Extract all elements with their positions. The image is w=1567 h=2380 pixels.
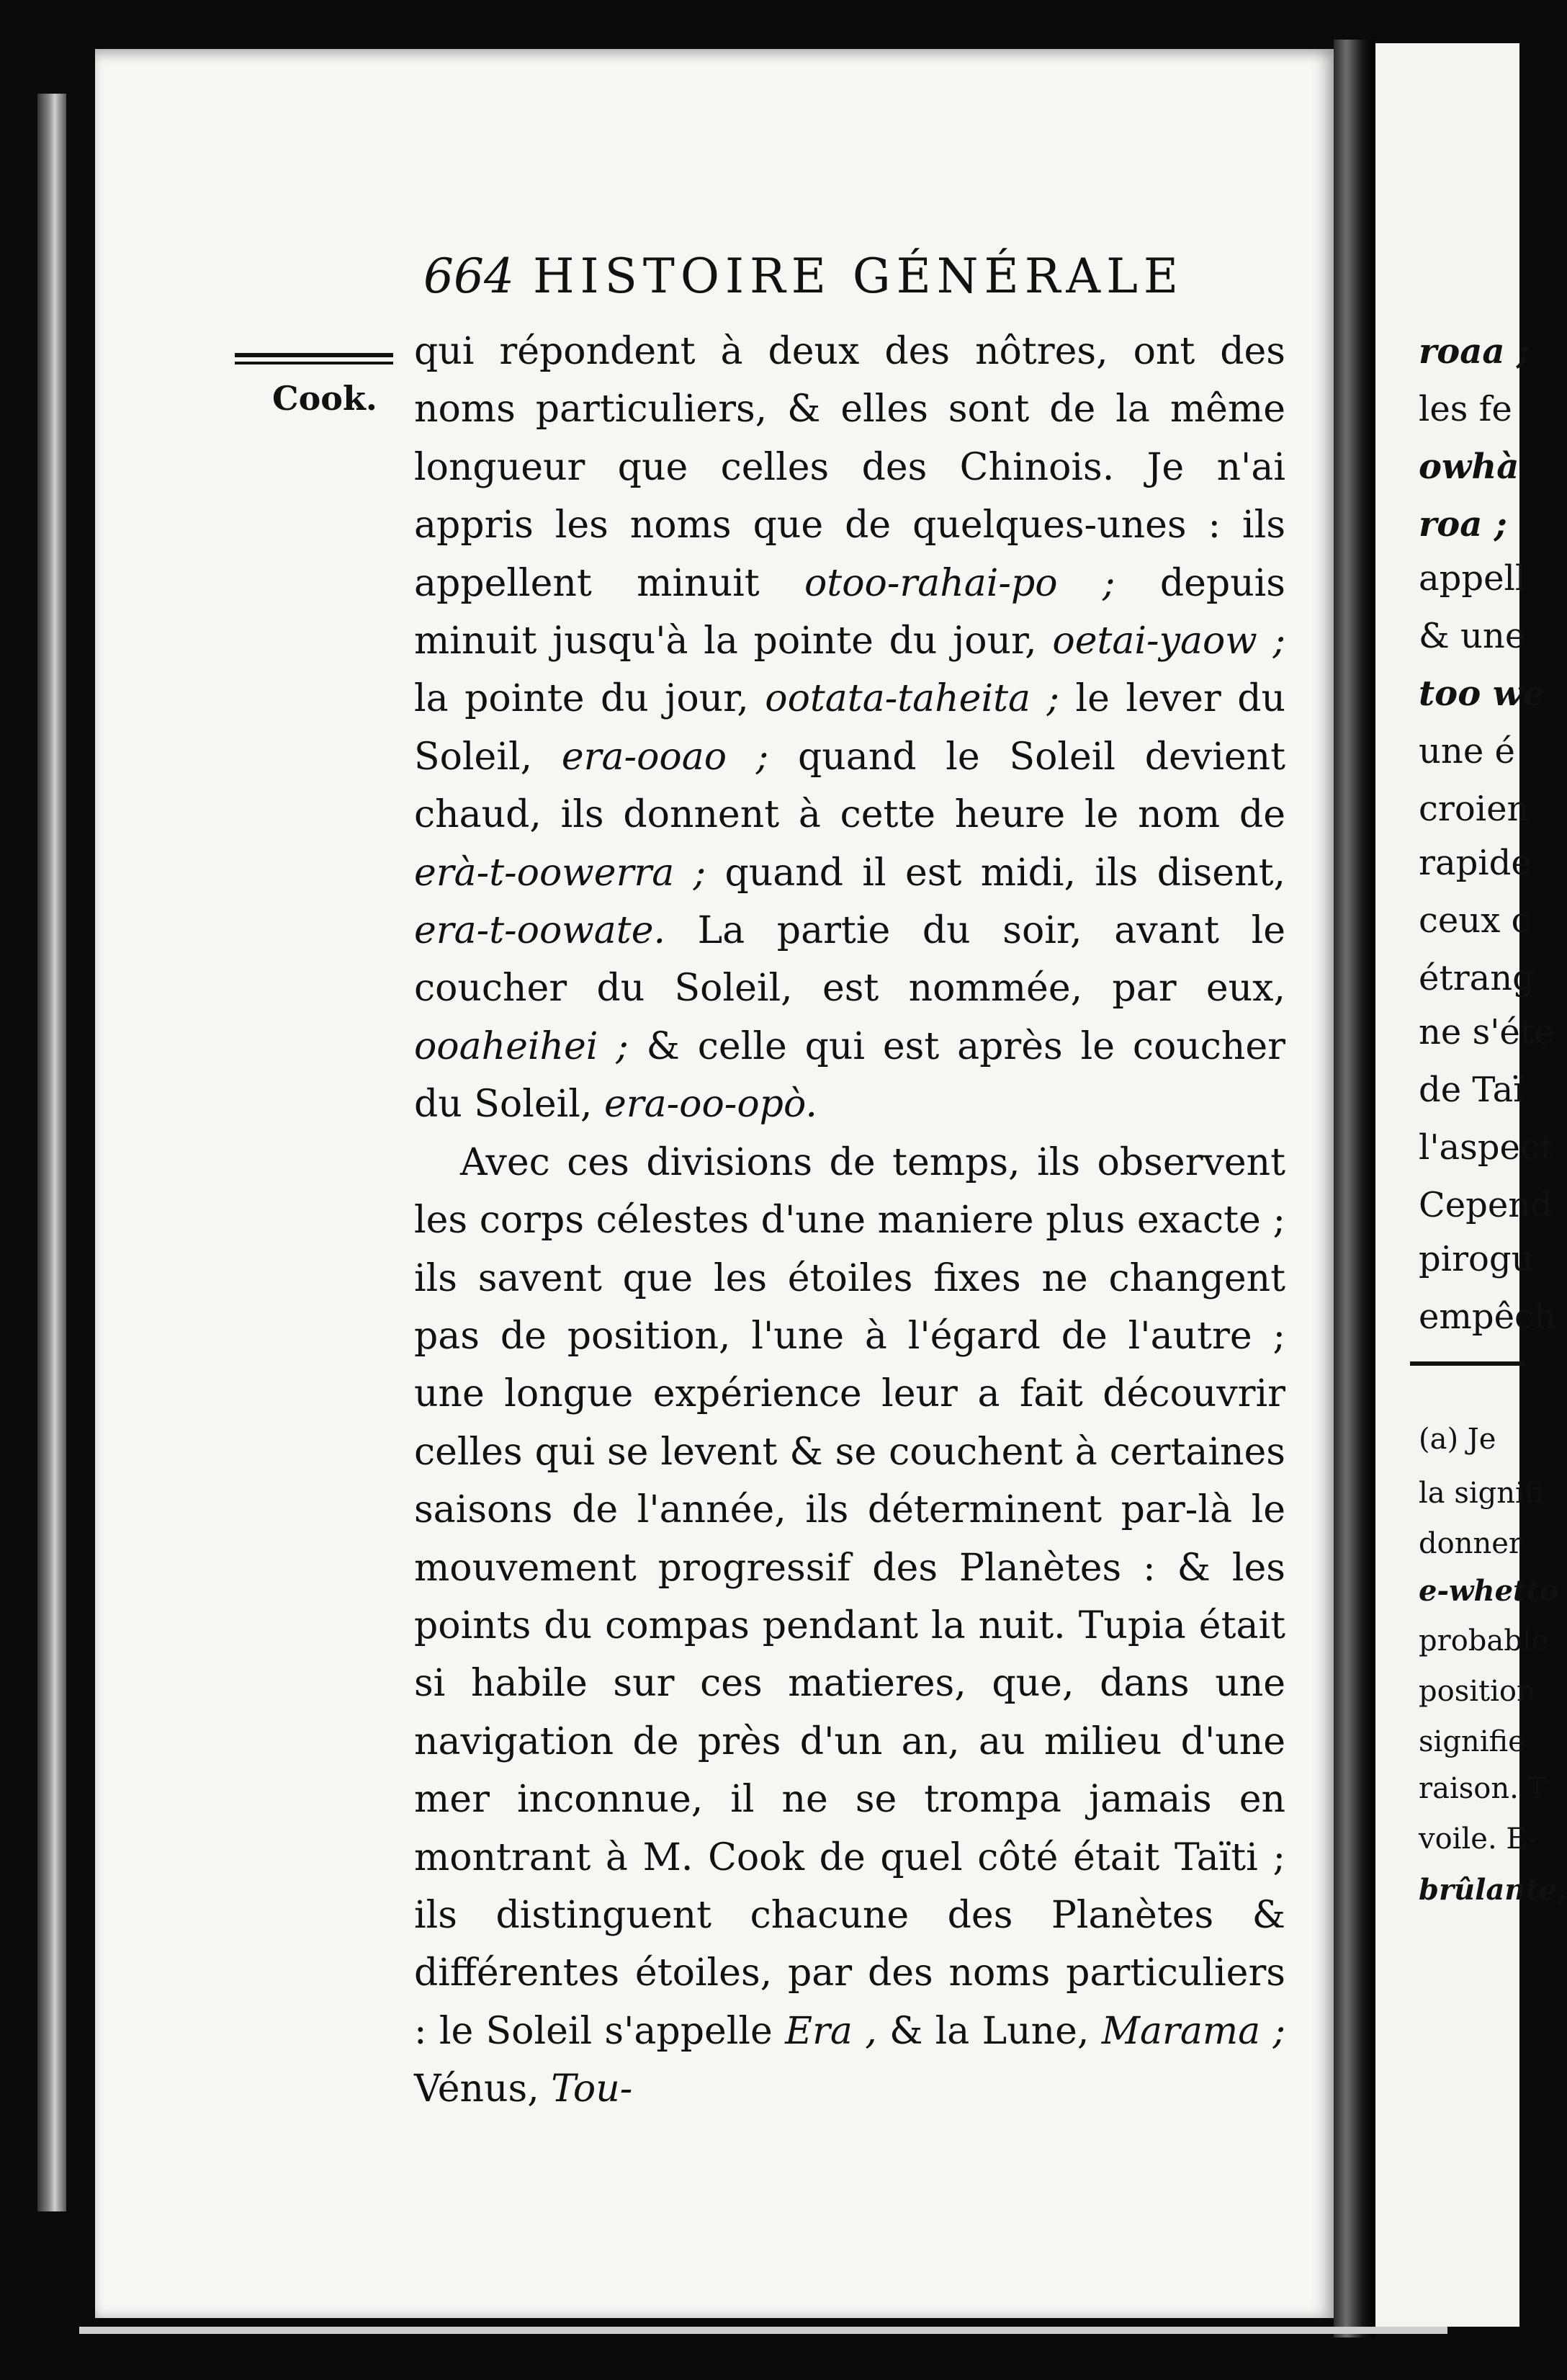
facing-page-footnote-rule xyxy=(1410,1361,1525,1366)
para1-text-run: la pointe du jour, xyxy=(414,677,765,721)
para1-text-run: le lever du Soleil, xyxy=(414,677,1285,779)
facing-page-footnote-line: signifie xyxy=(1419,1725,1525,1758)
facing-page-line: too we xyxy=(1419,674,1545,714)
para1-italic-term: era-ooao ; xyxy=(561,735,769,779)
para2-italic-term: Marama ; xyxy=(1101,2009,1285,2053)
para1-text-run: qui répondent à deux des nôtres, ont des noms particuliers, & elles sont de la même longueur que celles des Chinois. Je n'ai appris les noms que de quelques-unes : ils appellent minuit xyxy=(414,330,1285,605)
facing-page-line: empêch xyxy=(1419,1297,1556,1337)
facing-page-line: les fe xyxy=(1419,389,1512,429)
facing-page-line: une é xyxy=(1419,731,1515,771)
para1-italic-term: erà-t-oowerra ; xyxy=(414,851,706,895)
para1-text-run: La partie du soir, avant le coucher du Soleil, est nommée, par eux, xyxy=(414,909,1285,1011)
para1-italic-term: era-t-oowate. xyxy=(414,909,665,953)
facing-page-line: l'aspect xyxy=(1419,1127,1554,1168)
facing-page-line: rapide xyxy=(1419,843,1532,883)
facing-page-line: appell xyxy=(1419,558,1527,599)
page-bottom-edge xyxy=(79,2327,1447,2334)
para1-italic-term: oetai-yaow ; xyxy=(1052,619,1285,663)
facing-page xyxy=(1375,43,1567,2327)
facing-page-line: pirogu xyxy=(1419,1239,1534,1279)
facing-page-footnote-line: raison. T xyxy=(1419,1772,1548,1805)
facing-page-footnote-line: donner xyxy=(1419,1527,1523,1560)
para2-italic-term: Era , xyxy=(785,2009,877,2053)
binding-edge xyxy=(37,94,66,2211)
facing-page-line: croien xyxy=(1419,789,1530,829)
facing-page-line: roaa ; xyxy=(1419,331,1530,372)
page-number: 664 xyxy=(423,249,514,304)
facing-page-line: ne s'éte xyxy=(1419,1012,1555,1052)
facing-page-footnote-line: la signifi xyxy=(1419,1477,1544,1510)
para2-italic-term: Tou- xyxy=(551,2067,633,2111)
facing-page-line: de Taï xyxy=(1419,1070,1525,1110)
facing-page-footnote-line: brûlante, xyxy=(1419,1873,1567,1907)
para2-text-run: & la Lune, xyxy=(876,2009,1102,2053)
facing-page-line: ceux c xyxy=(1419,900,1531,941)
running-title: HISTOIRE GÉNÉRALE xyxy=(532,249,1185,304)
paragraph-2 xyxy=(414,1134,1285,2119)
facing-page-line: owhà xyxy=(1419,447,1519,487)
para2-text-run: Vénus, xyxy=(414,2067,552,2111)
facing-page-line: Cepend xyxy=(1419,1185,1553,1225)
body-text xyxy=(414,323,1285,2119)
facing-page-footnote-line: (a) Je xyxy=(1419,1423,1496,1456)
para2-text-run: Avec ces divisions de temps, ils observent les corps célestes d'une maniere plus exacte ; ils savent que les étoiles fixes ne changent pas de position, l'une à l'égard de l'autre ; une longue expérience leur a fait découvrir celles qui se levent & se couchent à certaines saisons de l'année, ils déterminent par-là le mouvement progressif des Planètes : & les points du compas pendant la nuit. Tupia était si habile sur ces matieres, que, dans une navigation de près d'un an, au milieu d'une mer inconnue, il ne se trompa jamais en montrant à M. Cook de quel côté était Taïti ; ils distinguent chacune des Planètes & différentes étoiles, par des noms particuliers : le Soleil s'appelle xyxy=(414,1140,1285,2053)
margin-note: Cook. xyxy=(272,379,377,418)
facing-page-line: roa ; xyxy=(1419,504,1507,545)
para1-italic-term: ooaheihei ; xyxy=(414,1024,629,1068)
para1-text-run: depuis minuit jusqu'à la pointe du jour, xyxy=(414,561,1285,663)
para1-text-run: quand il est midi, ils disent, xyxy=(706,851,1285,895)
facing-page-footnote-line: probable xyxy=(1419,1624,1549,1658)
para1-italic-term: otoo-rahai-po ; xyxy=(804,561,1115,605)
book-gutter xyxy=(1334,40,1375,2338)
facing-page-footnote-line: voile. E- xyxy=(1419,1822,1537,1856)
facing-page-line: étrang xyxy=(1419,958,1535,998)
margin-rule xyxy=(235,353,393,364)
facing-page-footnote-line: position xyxy=(1419,1675,1535,1708)
para1-text-run: quand le Soleil devient chaud, ils donnent à cette heure le nom de xyxy=(414,735,1286,837)
running-head xyxy=(423,249,1216,313)
paragraph-1 xyxy=(414,323,1285,1134)
para1-text-run: & celle qui est après le coucher du Soleil, xyxy=(414,1024,1285,1127)
para1-italic-term: ootata-taheita ; xyxy=(765,677,1059,721)
para1-italic-term: era-oo-opò. xyxy=(603,1083,817,1127)
facing-page-line: & une xyxy=(1419,616,1526,656)
facing-page-footnote-line: e-whetto xyxy=(1419,1574,1559,1608)
